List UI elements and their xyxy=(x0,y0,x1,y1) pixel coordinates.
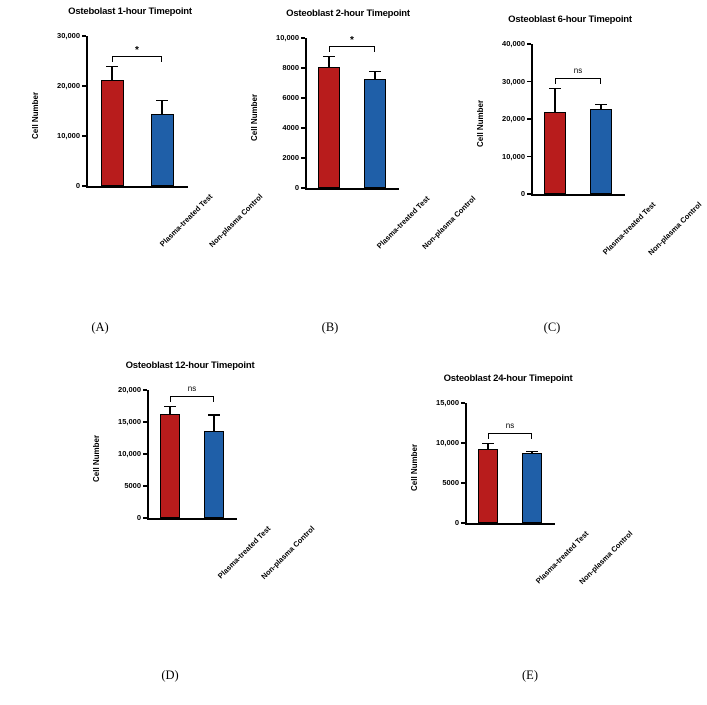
y-ticklabel-d-3: 15,000 xyxy=(118,417,141,426)
x-ticklabel-b-0: Plasma-treated Test xyxy=(374,194,432,251)
y-ticklabel-c-3: 30,000 xyxy=(502,76,525,86)
errorbar-cap-a-0 xyxy=(106,66,118,67)
y-ticklabel-b-0: 0 xyxy=(294,183,299,192)
y-axis-c xyxy=(531,44,533,195)
y-tick-c-4 xyxy=(527,43,531,44)
significance-bracket-a xyxy=(112,56,162,62)
panel-letter-b: (B) xyxy=(321,320,339,334)
y-tick-e-2 xyxy=(461,442,465,443)
errorbar-a-0 xyxy=(111,66,112,80)
bar-b-0 xyxy=(318,67,339,189)
x-axis-b xyxy=(305,188,399,190)
plot-area-c xyxy=(470,32,704,302)
y-ticklabel-e-1: 5000 xyxy=(442,478,459,487)
plot-area-b xyxy=(248,26,478,296)
y-tick-a-3 xyxy=(82,35,86,36)
bar-e-0 xyxy=(478,449,498,523)
y-tick-b-4 xyxy=(301,67,305,68)
y-tick-e-3 xyxy=(461,402,465,403)
significance-bracket-c xyxy=(555,78,601,84)
bar-d-0 xyxy=(160,414,180,518)
chart-title-c: Osteoblast 6-hour Timepoint xyxy=(508,14,632,25)
x-axis-c xyxy=(531,194,625,196)
y-tick-c-2 xyxy=(527,118,531,119)
y-axis-label-a: Cell Number xyxy=(31,91,40,139)
y-axis-label-e: Cell Number xyxy=(410,443,419,491)
significance-label-b: * xyxy=(350,35,354,46)
y-tick-e-1 xyxy=(461,482,465,483)
y-ticklabel-e-2: 10,000 xyxy=(436,438,459,447)
significance-bracket-e xyxy=(488,433,532,439)
significance-label-d: ns xyxy=(187,384,197,393)
y-tick-d-2 xyxy=(143,453,147,454)
bar-d-1 xyxy=(204,431,224,518)
chart-panel-e xyxy=(408,373,635,663)
bar-c-1 xyxy=(590,109,611,195)
plot-area-a xyxy=(25,24,265,294)
x-ticklabel-e-0: Plasma-treated Test xyxy=(533,529,591,586)
errorbar-cap-b-1 xyxy=(369,71,381,72)
y-axis-label-b: Cell Number xyxy=(250,93,259,141)
errorbar-a-1 xyxy=(161,100,162,114)
bar-a-0 xyxy=(101,80,124,187)
x-ticklabel-a-1: Non-plasma Control xyxy=(207,192,265,250)
y-ticklabel-a-3: 30,000 xyxy=(57,31,80,40)
y-axis-label-d: Cell Number xyxy=(92,434,101,482)
chart-title-a: Ostebolast 1-hour Timepoint xyxy=(68,6,192,17)
chart-panel-c xyxy=(470,14,704,304)
panel-letter-d: (D) xyxy=(161,668,179,682)
y-tick-b-5 xyxy=(301,37,305,38)
panel-letter-a: (A) xyxy=(91,320,109,334)
x-ticklabel-c-1: Non-plasma Control xyxy=(646,200,704,258)
y-tick-d-0 xyxy=(143,517,147,518)
y-ticklabel-a-2: 20,000 xyxy=(57,81,80,90)
y-ticklabel-b-5: 10,000 xyxy=(276,33,299,42)
y-ticklabel-c-4: 40,000 xyxy=(502,39,525,48)
y-ticklabel-e-0: 0 xyxy=(454,518,459,527)
y-ticklabel-b-1: 2000 xyxy=(282,153,299,162)
chart-panel-a xyxy=(25,6,265,296)
bar-a-1 xyxy=(151,114,174,187)
chart-title-b: Osteoblast 2-hour Timepoint xyxy=(286,8,410,19)
panel-letter-c: (C) xyxy=(543,320,561,334)
errorbar-cap-d-1 xyxy=(208,414,220,415)
y-axis-b xyxy=(305,38,307,189)
errorbar-b-0 xyxy=(328,56,329,67)
y-tick-a-2 xyxy=(82,85,86,86)
significance-label-e: ns xyxy=(505,421,515,430)
bar-e-1 xyxy=(522,453,542,523)
x-ticklabel-d-1: Non-plasma Control xyxy=(259,524,317,582)
x-ticklabel-c-0: Plasma-treated Test xyxy=(600,200,658,257)
significance-bracket-d xyxy=(170,396,214,402)
chart-panel-b xyxy=(248,8,478,298)
y-tick-a-0 xyxy=(82,185,86,186)
errorbar-cap-d-0 xyxy=(164,406,176,407)
errorbar-d-1 xyxy=(213,414,214,431)
x-ticklabel-e-1: Non-plasma Control xyxy=(577,529,635,587)
y-ticklabel-d-4: 20,000 xyxy=(118,385,141,394)
x-axis-d xyxy=(147,518,237,520)
y-axis-a xyxy=(86,36,88,187)
y-ticklabel-b-2: 4000 xyxy=(282,123,299,132)
y-axis-label-c: Cell Number xyxy=(476,99,485,147)
errorbar-cap-c-1 xyxy=(595,104,607,105)
y-ticklabel-e-3: 15,000 xyxy=(436,398,459,407)
y-ticklabel-b-4: 8000 xyxy=(282,63,299,72)
y-ticklabel-c-1: 10,000 xyxy=(502,151,525,161)
panel-letter-e: (E) xyxy=(522,668,538,682)
y-ticklabel-a-1: 10,000 xyxy=(57,131,80,140)
y-tick-d-4 xyxy=(143,389,147,390)
y-tick-a-1 xyxy=(82,135,86,136)
errorbar-cap-b-0 xyxy=(323,56,335,57)
errorbar-cap-c-0 xyxy=(549,88,561,89)
x-ticklabel-b-1: Non-plasma Control xyxy=(420,194,478,252)
plot-area-d xyxy=(90,378,317,648)
y-tick-d-3 xyxy=(143,421,147,422)
y-tick-c-1 xyxy=(527,156,531,157)
chart-panel-d xyxy=(90,360,317,650)
y-ticklabel-c-2: 20,000 xyxy=(502,114,525,123)
y-axis-e xyxy=(465,403,467,524)
x-ticklabel-d-0: Plasma-treated Test xyxy=(215,524,273,581)
x-ticklabel-a-0: Plasma-treated Test xyxy=(157,192,215,249)
significance-label-a: * xyxy=(135,45,139,56)
y-tick-e-0 xyxy=(461,522,465,523)
y-ticklabel-a-0: 0 xyxy=(75,181,80,190)
y-ticklabel-b-3: 6000 xyxy=(282,93,299,102)
x-axis-a xyxy=(86,186,188,188)
significance-label-c: ns xyxy=(573,65,583,75)
y-tick-c-3 xyxy=(527,81,531,82)
y-tick-d-1 xyxy=(143,485,147,486)
y-ticklabel-d-0: 0 xyxy=(136,513,141,522)
x-axis-e xyxy=(465,523,555,525)
bar-b-1 xyxy=(364,79,385,188)
errorbar-c-0 xyxy=(554,88,555,112)
y-axis-d xyxy=(147,390,149,519)
y-tick-b-1 xyxy=(301,157,305,158)
errorbar-cap-e-0 xyxy=(482,443,494,444)
errorbar-cap-a-1 xyxy=(156,100,168,101)
y-tick-b-3 xyxy=(301,97,305,98)
significance-bracket-b xyxy=(329,46,375,52)
y-ticklabel-d-1: 5000 xyxy=(124,481,141,490)
chart-title-d: Osteoblast 12-hour Timepoint xyxy=(125,360,255,371)
plot-area-e xyxy=(408,391,635,661)
y-ticklabel-d-2: 10,000 xyxy=(118,449,141,458)
errorbar-cap-e-1 xyxy=(526,451,538,452)
bar-c-0 xyxy=(544,112,565,195)
y-tick-c-0 xyxy=(527,193,531,194)
y-tick-b-0 xyxy=(301,187,305,188)
y-ticklabel-c-0: 0 xyxy=(520,189,525,198)
chart-title-e: Osteoblast 24-hour Timepoint xyxy=(443,373,573,384)
y-tick-b-2 xyxy=(301,127,305,128)
